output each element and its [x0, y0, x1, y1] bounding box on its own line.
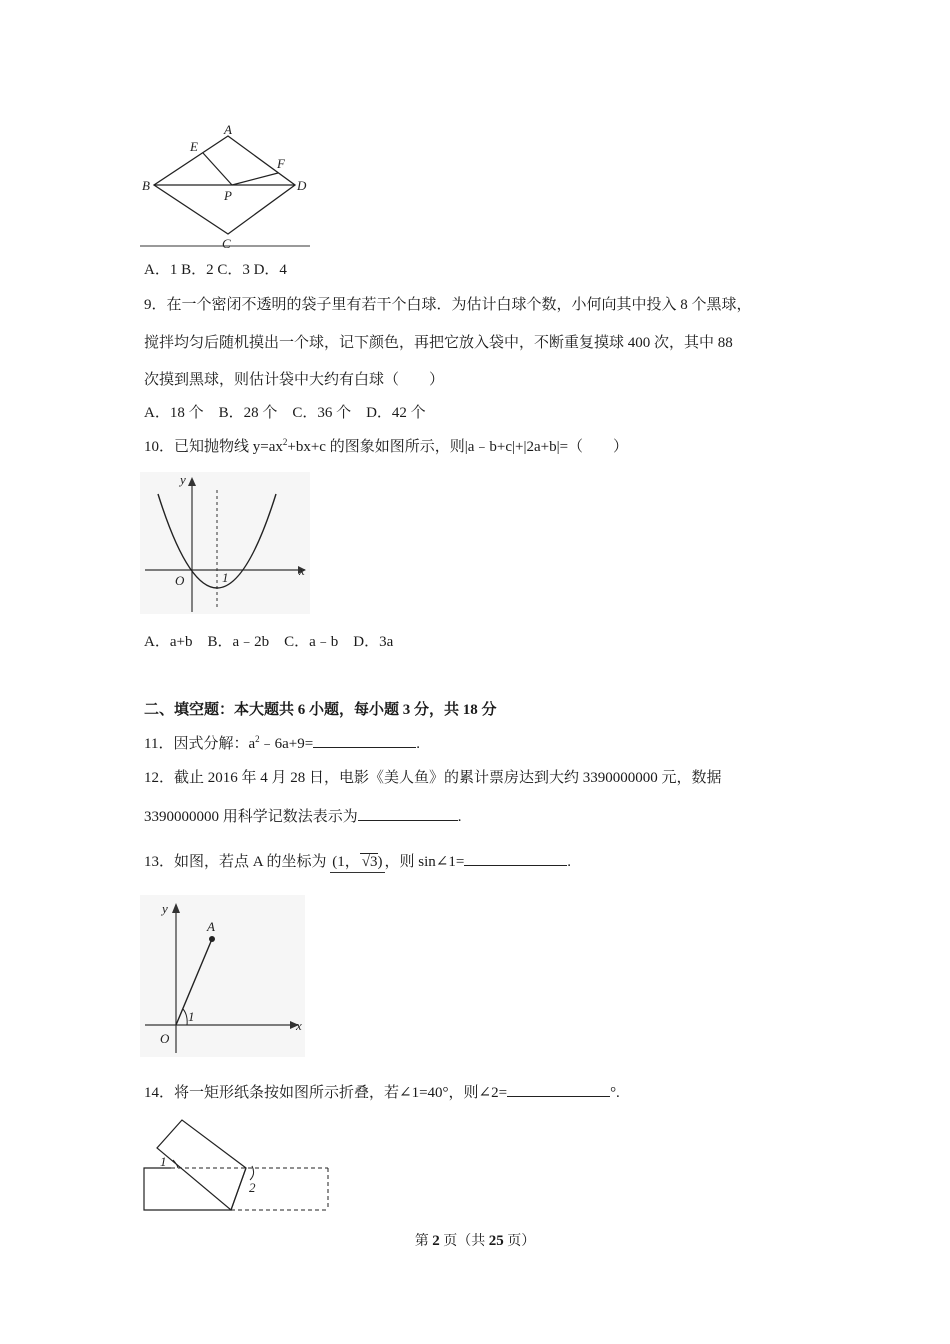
origin-label: O — [175, 573, 185, 588]
label-e: E — [190, 139, 198, 154]
q9-options: A．18 个 B．28 个 C．36 个 D．42 个 — [144, 405, 426, 421]
axis-x-label: x — [296, 1018, 302, 1033]
angle-two-label: 2 — [249, 1180, 256, 1195]
q9-line3: 次摸到黑球，则估计袋中大约有白球（ ） — [144, 372, 445, 388]
label-c: C — [222, 236, 231, 251]
q9-line2: 搅拌均匀后随机摸出一个球，记下颜色，再把它放入袋中，不断重复摸球 400 次，其中 88 — [144, 335, 733, 351]
q8-options: A．1 B．2 C．3 D．4 — [144, 262, 287, 278]
q12-line2: 3390000000 用科学记数法表示为 . — [144, 806, 462, 827]
angle-one-label: 1 — [188, 1009, 195, 1024]
section-heading: 二、填空题：本大题共 6 小题，每小题 3 分，共 18 分 — [144, 702, 497, 718]
page-footer: 第 2 页（共 25 页） — [414, 1233, 536, 1249]
axis-y-label: y — [180, 472, 186, 487]
label-f: F — [277, 156, 285, 171]
q12-line1: 12．截止 2016 年 4 月 28 日，电影《美人鱼》的累计票房达到大约 3390000000 元，数据 — [144, 770, 722, 786]
coordinate-expression: (1， √3) — [330, 852, 384, 873]
origin-label: O — [160, 1031, 170, 1046]
rhombus-figure — [140, 120, 315, 255]
label-p: P — [224, 188, 232, 203]
q9-line1: 9．在一个密闭不透明的袋子里有若干个白球．为估计白球个数，小何向其中投入 8 个黑球， — [144, 297, 752, 313]
label-a: A — [224, 122, 232, 137]
parabola-figure — [140, 472, 315, 617]
axis-y-label: y — [162, 901, 168, 916]
point-a-label: A — [207, 919, 215, 934]
q11-stem: 11．因式分解：$a^2﹣6a+9=$ . — [144, 734, 420, 752]
coordinate-figure — [140, 895, 310, 1060]
axis-x-label: x — [299, 563, 305, 578]
label-d: D — [297, 178, 307, 193]
label-b: B — [142, 178, 150, 193]
q10-options: A．a+b B．a﹣2b C．a﹣b D．3a — [144, 634, 394, 650]
tick-one-label: 1 — [222, 570, 229, 585]
q14-stem: 14．将一矩形纸条按如图所示折叠，若∠1=40°，则∠2= °. — [144, 1082, 620, 1103]
angle-one-label: 1 — [160, 1154, 167, 1169]
folded-strip-figure — [140, 1112, 335, 1217]
q10-stem: 10．已知抛物线 $y=ax^2+bx+c$ 的图象如图所示，则|a﹣b+c|+|2a+b|=（ ） — [144, 437, 629, 455]
q13-stem: 13．如图，若点 A 的坐标为 (1， √3) ，则 sin∠1= . — [144, 851, 571, 873]
